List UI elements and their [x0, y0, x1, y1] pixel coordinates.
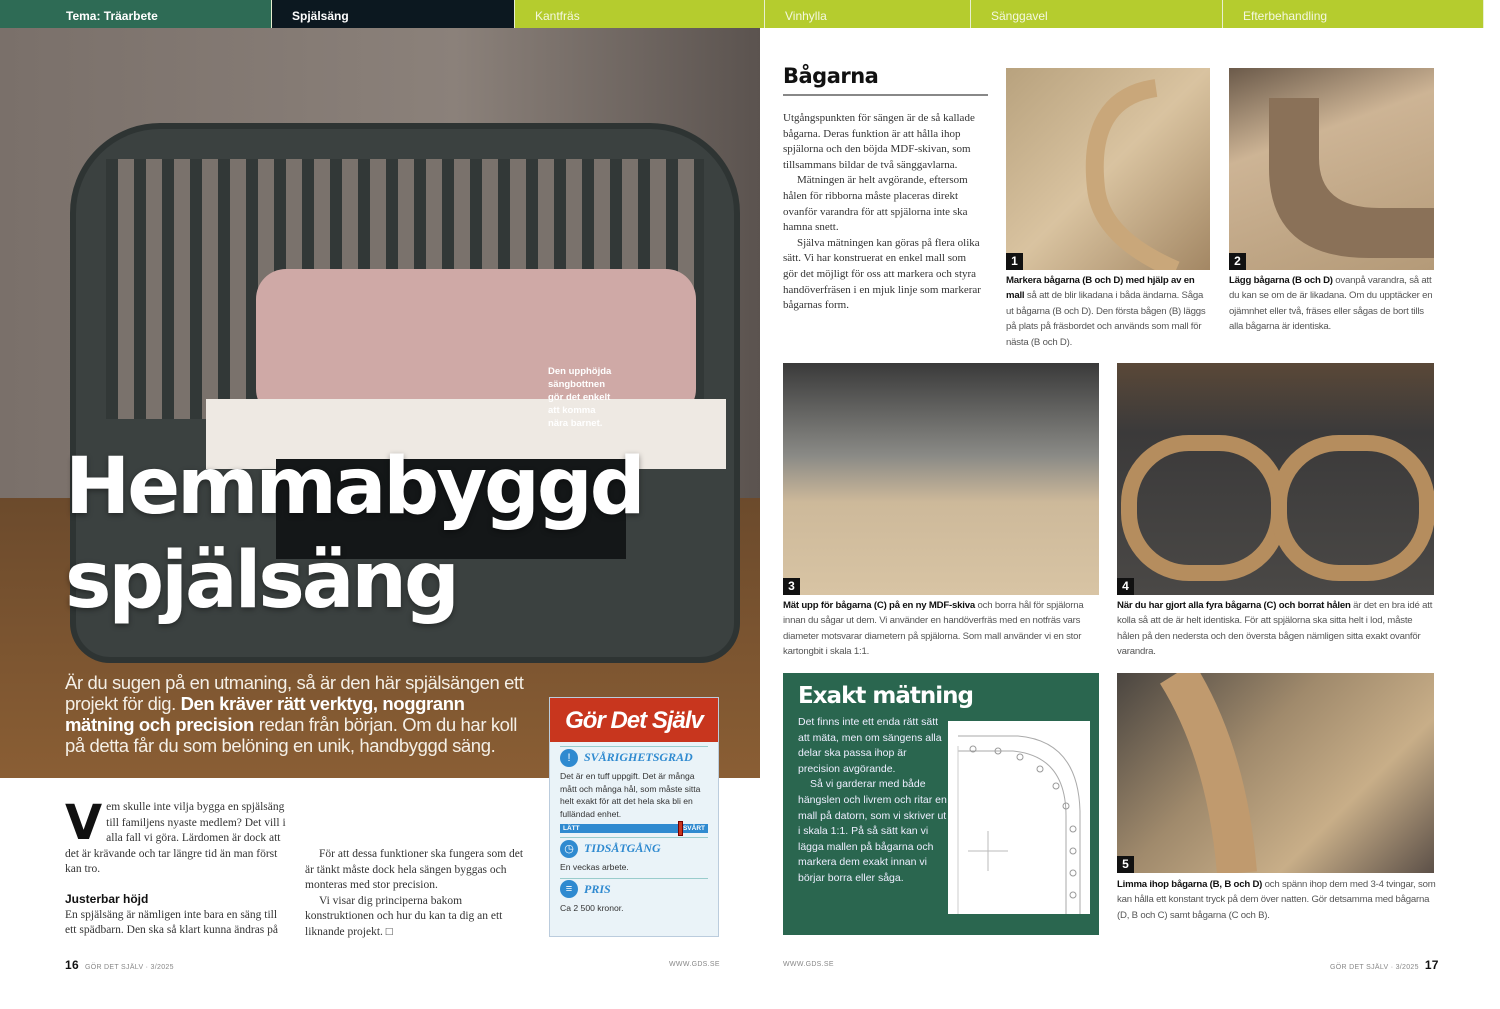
article-p3: För att dessa funktioner ska fungera som det är tänkt måste dock hela sängen byggas och monteras med stor precision.: [305, 848, 524, 892]
arc-marking: [1006, 68, 1210, 270]
page-number: 16: [65, 958, 79, 972]
gor-det-sjalv-box: [549, 697, 719, 937]
step-caption-3: [783, 598, 1101, 660]
step-number: 4: [1117, 578, 1134, 595]
exakt-text: [798, 715, 948, 887]
footer-left: [65, 958, 174, 972]
difficulty-text: Det är en tuff uppgift. Det är många mått och många hål, som måste sitta helt exakt för att det hela ska bli en fulländad enhet.: [560, 771, 701, 819]
title-line-2: spjälsäng: [65, 536, 457, 626]
step-caption-4: [1117, 598, 1437, 660]
oval-rings: [1117, 363, 1434, 595]
exakt-p2: Så vi garderar med både hängslen och livrem och ritar en mall på datorn, som vi skriver ut i skala 1:1. På så sätt kan vi lägga mallen på bågarna och markera dem exakt innan vi börjar borra eller såga.: [798, 778, 947, 884]
price-heading: [560, 878, 708, 900]
step-photo-1: [1006, 68, 1210, 270]
caption-text: ovanpå varandra, så att du kan se om de är likadana. Om du upptäcker en ojämnhet eller två, fräses eller sågas de bort tills alla bågarna är identiska.: [1229, 275, 1433, 333]
hero-photo: [0, 28, 760, 778]
step-number: 1: [1006, 253, 1023, 270]
lead-paragraph: [65, 672, 535, 756]
section-nav: [0, 0, 1500, 28]
glued-arcs: [1117, 673, 1434, 873]
caption-text: och spänn ihop dem med 3-4 tvingar, som kan hålla ett konstant tryck på dem över natten. Gör detsamma med bågarna (D, B och C) samt bågarna (C och B).: [1117, 879, 1436, 921]
difficulty-icon: !: [560, 749, 578, 767]
section-heading: Bågarna: [783, 64, 988, 96]
footer-url-left: WWW.GDS.SE: [669, 961, 720, 968]
caption-text: är det en bra idé att kolla så att de är helt identiska. För att spjälorna ska sitta helt i lod, måste hålen på den nedersta och den översta bågen nämligen sitta exakt ovanför varandra.: [1117, 600, 1433, 658]
page-number: 17: [1424, 958, 1439, 972]
difficulty-label: SVÅRIGHETSGRAD: [584, 750, 693, 764]
bagarna-p2: Mätningen är helt avgörande, eftersom hålen för ribborna måste placeras direkt ovanför varandra för att spjälorna inte ska hamna snett.: [783, 174, 968, 234]
photo-caption: Den upphöjda sängbottnen gör det enkelt att komma nära barnet.: [548, 366, 612, 429]
exakt-p1: Det finns inte ett enda rätt sätt att mäta, men om sängens alla delar ska passa ihop är precision avgörande.: [798, 716, 942, 775]
blanket: [256, 269, 696, 419]
caption-bold: Lägg bågarna (B och D): [1229, 275, 1333, 286]
lead-start: Är du sugen på en utmaning, så är den här spjälsängen ett projekt för dig.: [65, 672, 524, 714]
nav-theme[interactable]: Tema: Träarbete: [0, 0, 272, 28]
nav-kantfras[interactable]: Kantfräs: [515, 0, 765, 28]
difficulty-scale: [560, 824, 708, 833]
article-p2: En spjälsäng är nämligen inte bara en säng till ett spädbarn. Den ska så klart kunna ändras på: [65, 908, 278, 937]
coins-icon: ≡: [560, 880, 578, 898]
caption-text: och borra hål för spjälorna innan du sågar ut dem. Vi använder en handöverfräs med en notfräs vars diameter motsvarar diametern på spjälorna. Som mall använder vi en stor kartongbit i skala 1:1.: [783, 600, 1084, 658]
caption-bold: När du har gjort alla fyra bågarna (C) och borrat hålen: [1117, 600, 1351, 611]
gds-title: Gör Det Själv: [550, 698, 718, 742]
footer-right: [1330, 958, 1445, 972]
caption-text: så att de blir likadana i båda ändarna. Såga ut bågarna (B och D). Den första bågen (B) läggs på plats på fräsbordet och används som mall för nästa (B och D).: [1006, 290, 1206, 348]
lead-end: redan från början. Om du har koll på detta får du som belöning en unik, handbyggd säng.: [65, 714, 517, 756]
bagarna-p1: Utgångspunkten för sängen är de så kallade bågarna. Deras funktion är att hålla ihop spjälorna och den böjda MDF-skivan, som tillsammans bildar de två sänggavlarna.: [783, 112, 975, 171]
bagarna-p3: Själva mätningen kan göras på flera olika sätt. Vi har konstruerat en enkel mall som gör det möjligt för oss att markera och styra handöverfräsen i en mjuk linje som markerar bågarnas form.: [783, 236, 981, 312]
step-number: 3: [783, 578, 800, 595]
footer-url-right: WWW.GDS.SE: [783, 961, 834, 968]
nav-efterbehandling[interactable]: Efterbehandling: [1223, 0, 1484, 28]
step-caption-1: [1006, 273, 1212, 350]
price-text: Ca 2 500 kronor.: [560, 902, 624, 913]
difficulty-heading: [560, 746, 708, 768]
template-drawing: [948, 721, 1090, 914]
scale-easy: LÄTT: [563, 825, 580, 832]
step-photo-4: [1117, 363, 1434, 595]
drop-cap: V: [65, 795, 103, 851]
time-heading: [560, 837, 708, 859]
caption-bold: Limma ihop bågarna (B, B och D): [1117, 879, 1263, 890]
stacked-arcs: [1229, 68, 1434, 270]
exakt-matning-box: [783, 673, 1099, 935]
step-photo-3: [783, 363, 1099, 595]
nav-vinhylla[interactable]: Vinhylla: [765, 0, 971, 28]
caption-bold: Mät upp för bågarna (C) på en ny MDF-skiva: [783, 600, 976, 611]
article-col-1: [65, 795, 290, 939]
price-label: PRIS: [584, 881, 611, 896]
title-line-1: Hemmabyggd: [65, 442, 643, 532]
article-subhead: Justerbar höjd: [65, 891, 149, 906]
footer-mag: GÖR DET SJÄLV · 3/2025: [1330, 964, 1419, 971]
nav-spjalsang[interactable]: Spjälsäng: [272, 0, 515, 28]
nav-sanggavel[interactable]: Sänggavel: [971, 0, 1223, 28]
caption-bold: Markera bågarna (B och D) med hjälp av en mall: [1006, 275, 1195, 302]
article-p4: Vi visar dig principerna bakom konstruktionen och hur du kan ta dig an ett liknande projekt. □: [305, 894, 503, 938]
step-number: 2: [1229, 253, 1246, 270]
step-number: 5: [1117, 856, 1134, 873]
step-caption-2: [1229, 273, 1437, 335]
exakt-title: Exakt mätning: [798, 683, 973, 709]
stopwatch-icon: ◷: [560, 840, 578, 858]
footer-mag: GÖR DET SJÄLV · 3/2025: [84, 964, 174, 971]
article-col-2: [305, 800, 527, 941]
article-p1: em skulle inte vilja bygga en spjälsäng till familjens nyaste medlem? Det vill i alla fall vi göra. Lärdomen är dock att det är krävande och tar längre tid än man först kan tro.: [65, 801, 286, 876]
lead-bold: Den kräver rätt verktyg, noggrann mätning och precision: [65, 693, 465, 735]
page-title: [65, 440, 643, 628]
scale-hard: SVÅRT: [682, 825, 705, 832]
step-photo-2: [1229, 68, 1434, 270]
step-photo-5: [1117, 673, 1434, 873]
time-text: En veckas arbete.: [560, 862, 629, 872]
time-label: TIDSÅTGÅNG: [584, 841, 661, 855]
template-arc: [948, 721, 1090, 914]
step-caption-5: [1117, 877, 1437, 923]
bagarna-text: [783, 111, 983, 314]
